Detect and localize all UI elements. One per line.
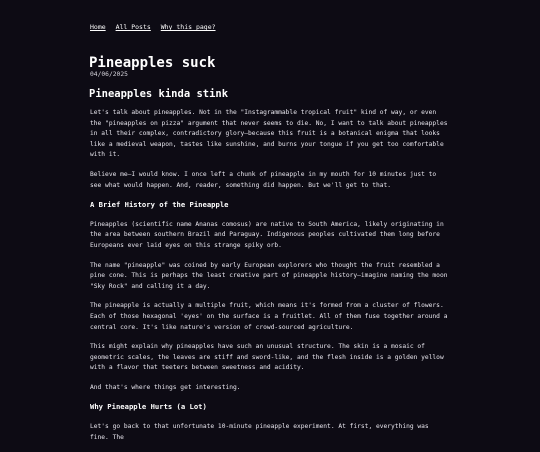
nav-home-link[interactable]: Home (90, 23, 106, 31)
nav-why-page-link[interactable]: Why this page? (160, 23, 216, 31)
paragraph-experiment: Believe me—I would know. I once left a chunk of pineapple in my mouth for 10 minutes just to see what would happen. And, reader, something did happen. But we'll get to that. (90, 170, 437, 189)
top-nav (90, 23, 222, 31)
paragraph-intro: Let's talk about pineapples. Not in the "Instagrammable tropical fruit" kind of way, or even the "pineapples on pizza" argument that never seems to die. No, I want to talk about pineapples in all their complex, contradictory glory—because this fruit is a botanical enigma that looks like a medieval weapon, tastes like sunshine, and burns your tongue if you get too comfortable with it. (90, 109, 448, 159)
paragraph-hurts: Let's go back to that unfortunate 10-minute pineapple experiment. At first, everything was fine. The (90, 423, 429, 441)
nav-all-posts-link[interactable]: All Posts (115, 23, 151, 31)
post-subtitle: Pineapples kinda stink (89, 88, 229, 100)
paragraph-origin: Pineapples (scientific name Ananas comosus) are native to South America, likely originating in the area between southern Brazil and Paraguay. Indigenous peoples cultivated them long before Europeans ever laid eyes on this strange spiky orb. (90, 220, 444, 249)
paragraph-name: The name "pineapple" was coined by early European explorers who thought the fruit resembled a pine cone. This is perhaps the least creative part of pineapple history—imagine naming the moon "Sky Rock" and calling it a day. (90, 261, 448, 290)
section-heading-history: A Brief History of the Pineapple (90, 200, 229, 210)
paragraph-multiple-fruit: The pineapple is actually a multiple fruit, which means it's formed from a cluster of flowers. Each of those hexagonal 'eyes' on the surface is a fruitlet. All of them fuse together around a central core. It's like nature's version of crowd-sourced agriculture. (90, 302, 448, 331)
section-heading-hurts: Why Pineapple Hurts (a Lot) (90, 402, 207, 412)
post-title: Pineapples suck (89, 55, 216, 71)
paragraph-transition: And that's where things get interesting. (90, 383, 241, 391)
paragraph-structure: This might explain why pineapples have such an unusual structure. The skin is a mosaic of geometric scales, the leaves are stiff and sword-like, and the flesh inside is a golden yellow with a flavor that teeters between sweetness and acidity. (90, 343, 444, 372)
post-date: 04/06/2025 (90, 71, 128, 78)
post-body (90, 108, 450, 452)
